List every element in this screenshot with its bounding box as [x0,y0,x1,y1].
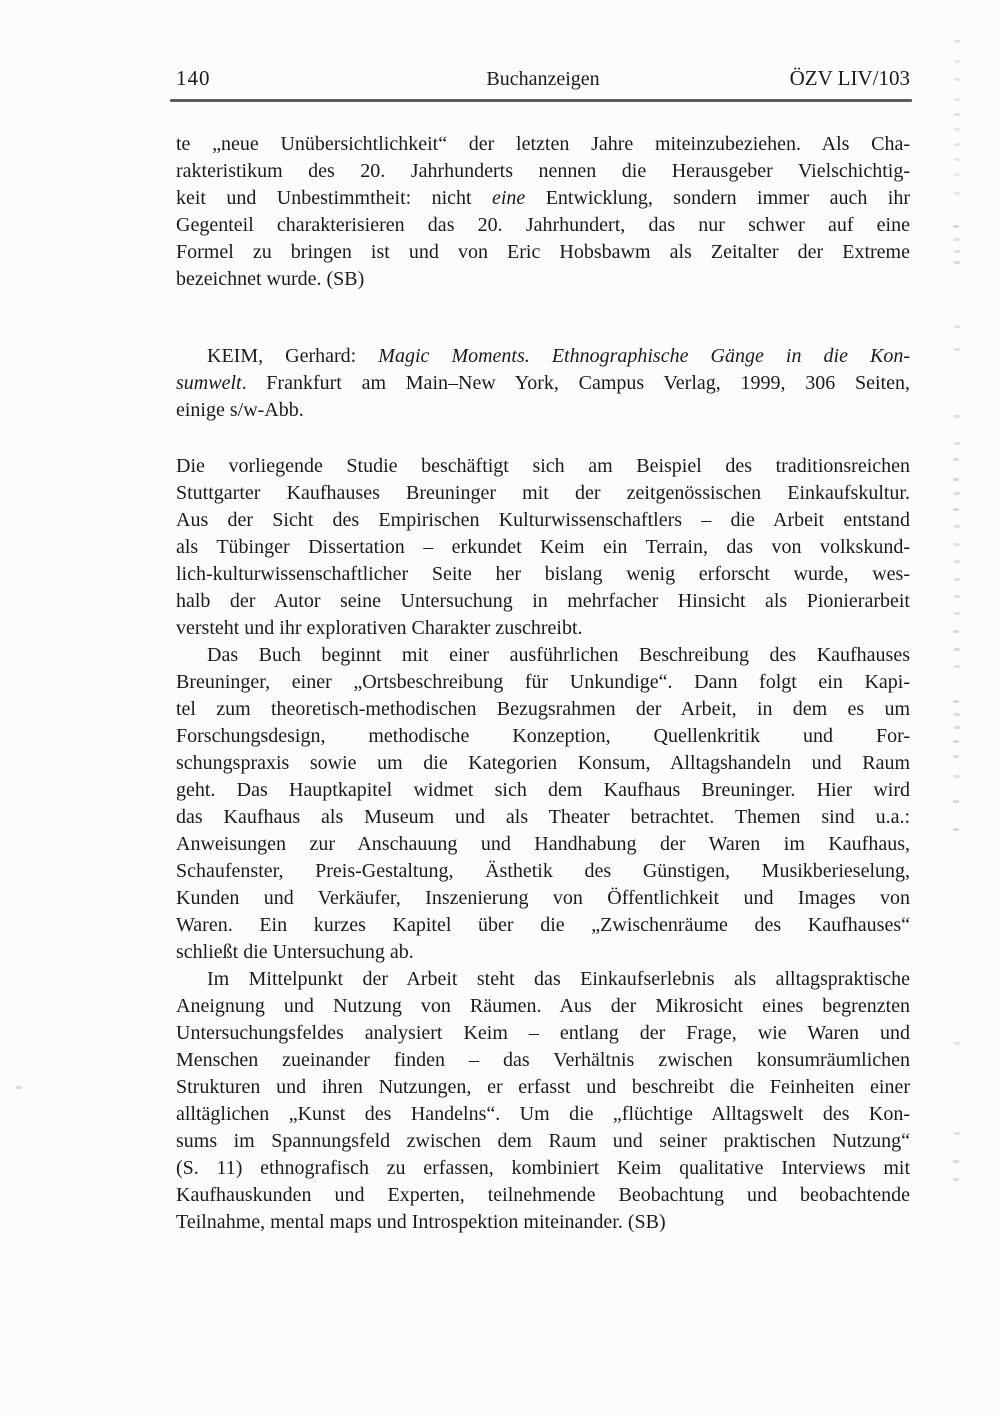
text-line [176,804,910,831]
text-line [176,912,910,939]
text-run: versteht und ihr explorativen Charakter zuschreibt. [176,617,583,639]
paragraph-methodology [176,966,910,1236]
text-run: lich-kulturwissenschaftlicher Seite her bislang wenig erforscht wurde, wes- [176,563,910,585]
paragraph-book-structure [176,642,910,966]
paragraph-review-intro [176,453,910,642]
text-run: Entwicklung, sondern immer auch ihr [525,187,910,209]
text-run: bezeichnet wurde. (SB) [176,268,365,290]
scan-artifact [954,612,960,615]
scan-artifact [954,113,960,116]
text-run: das Kaufhaus als Museum und als Theater betrachtet. Themen sind u.a.: [176,806,910,828]
text-run: schließt die Untersuchung ab. [176,941,414,963]
text-run: Breuninger, einer „Ortsbeschreibung für Unkundige“. Dann folgt ein Kapi- [176,671,910,693]
scan-artifact [954,1132,960,1135]
scan-artifact [954,158,960,161]
scan-artifact [954,261,960,264]
running-title: Buchanzeigen [486,68,600,90]
text-line [176,939,910,966]
scan-artifact [954,238,960,241]
text-run: Im Mittelpunkt der Arbeit steht das Einkaufserlebnis als alltagspraktische [207,968,910,990]
text-line [176,1074,910,1101]
text-run: alltäglichen „Kunst des Handelns“. Um die „flüchtige Alltagswelt des Kon- [176,1103,910,1125]
paragraph-continuation [176,131,910,293]
text-run: te „neue Unübersichtlichkeit“ der letzten Jahre miteinzubeziehen. Als Cha- [176,133,910,155]
text-run: einige s/w-Abb. [176,399,304,421]
text-line [176,534,910,561]
text-line [176,507,910,534]
scan-artifact [954,775,960,778]
text-run: rakteristikum des 20. Jahrhunderts nennen die Herausgeber Vielschichtig- [176,160,910,182]
journal-volume-label: ÖZV LIV/103 [789,66,910,90]
scan-artifact [954,173,960,176]
text-line [176,696,910,723]
scan-artifact [953,630,959,633]
scan-artifact [953,478,959,481]
page-header [176,64,910,92]
scan-artifact [954,60,960,63]
text-run: tel zum theoretisch-methodischen Bezugsrahmen der Arbeit, in dem es um [176,698,910,720]
text-run: halb der Autor seine Untersuchung in mehrfacher Hinsicht als Pionierarbeit [176,590,910,612]
text-line [176,1020,910,1047]
text-line [176,615,910,642]
scan-artifact [954,415,960,418]
text-line [176,1047,910,1074]
scan-artifact [954,128,960,131]
text-run: Waren. Ein kurzes Kapitel über die „Zwischenräume des Kaufhauses“ [176,914,910,936]
text-line [176,370,910,397]
scan-artifact [16,1086,22,1089]
text-run: Stuttgarter Kaufhauses Breuninger mit der zeitgenössischen Einkaufskultur. [176,482,910,504]
text-line [176,885,910,912]
text-line [176,750,910,777]
text-line [176,185,910,212]
scan-artifact [953,740,959,743]
scan-artifact [954,40,960,43]
scan-artifact [953,800,959,803]
scan-artifact [954,713,960,716]
text-line [176,588,910,615]
text-run: geht. Das Hauptkapitel widmet sich dem Kaufhaus Breuninger. Hier wird [176,779,910,801]
scan-artifact [954,648,960,651]
text-line [176,453,910,480]
scan-artifact [954,543,960,546]
scan-artifact [953,508,959,511]
text-run: Kaufhauskunden und Experten, teilnehmende Beobachtung und beobachtende [176,1184,910,1206]
text-line [176,642,910,669]
scan-artifact [953,1178,959,1181]
body-text-block [176,131,910,1236]
text-run: Untersuchungsfeldes analysiert Keim – entlang der Frage, wie Waren und [176,1022,910,1044]
scan-artifact [954,595,960,598]
scan-artifact [954,492,960,495]
text-line [176,158,910,185]
scan-artifact [953,1160,959,1163]
text-line [176,993,910,1020]
scan-artifact [954,1042,960,1045]
scan-artifact [954,250,960,253]
text-line [176,777,910,804]
text-run: Schaufenster, Preis-Gestaltung, Ästhetik des Günstigen, Musikberieselung, [176,860,910,882]
scan-artifact [954,78,960,81]
text-line [176,131,910,158]
text-run: sums im Spannungsfeld zwischen dem Raum und seiner praktischen Nutzung“ [176,1130,910,1152]
scan-artifact [954,442,960,445]
scan-artifact [954,560,960,563]
text-line [176,397,910,424]
italic-text-run: Magic Moments. Ethnographische Gänge in die Kon- [378,345,910,367]
scan-artifact [954,143,960,146]
scan-artifact [953,225,959,228]
text-run: Aus der Sicht des Empirischen Kulturwissenschaftlers – die Arbeit entstand [176,509,910,531]
text-run: Forschungsdesign, methodische Konzeption, Quellenkritik und For- [176,725,910,747]
text-line [176,343,910,370]
text-run: (S. 11) ethnografisch zu erfassen, kombiniert Keim qualitative Interviews mit [176,1157,910,1179]
text-line [176,858,910,885]
scan-artifact [954,348,960,351]
text-run: Aneignung und Nutzung von Räumen. Aus der Mikrosicht eines begrenzten [176,995,910,1017]
text-line [176,266,910,293]
text-run: Menschen zueinander finden – das Verhältnis zwischen konsumräumlichen [176,1049,910,1071]
text-line [176,669,910,696]
text-run: Die vorliegende Studie beschäftigt sich am Beispiel des traditionsreichen [176,455,910,477]
text-run: Gegenteil charakterisieren das 20. Jahrhundert, das nur schwer auf eine [176,214,910,236]
scan-artifact [953,755,959,758]
page-number: 140 [176,66,211,90]
scan-artifact [953,458,959,461]
text-line [176,723,910,750]
text-run: Anweisungen zur Anschauung und Handhabung der Waren im Kaufhaus, [176,833,910,855]
text-line [176,1128,910,1155]
italic-text-run: eine [492,187,526,209]
text-run: Das Buch beginnt mit einer ausführlichen Beschreibung des Kaufhauses [207,644,910,666]
text-run: Formel zu bringen ist und von Eric Hobsbawm als Zeitalter der Extreme [176,241,910,263]
text-run: Kunden und Verkäufer, Inszenierung von Öffentlichkeit und Images von [176,887,910,909]
header-divider-rule [170,99,912,102]
scan-artifact [954,192,960,195]
scan-artifact [954,726,960,729]
text-run: KEIM, Gerhard: [207,345,379,367]
text-run: keit und Unbestimmtheit: nicht [176,187,492,209]
italic-text-run: sumwelt [176,372,242,394]
text-run: Strukturen und ihren Nutzungen, er erfasst und beschreibt die Feinheiten einer [176,1076,910,1098]
text-line [176,1209,910,1236]
text-line [176,966,910,993]
paragraph-citation [176,343,910,424]
scan-artifact [953,700,959,703]
scan-artifact [954,325,960,328]
text-line [176,1101,910,1128]
text-line [176,239,910,266]
text-run: als Tübinger Dissertation – erkundet Keim ein Terrain, das von volkskund- [176,536,910,558]
text-line [176,561,910,588]
text-run: schungspraxis sowie um die Kategorien Konsum, Alltagshandeln und Raum [176,752,910,774]
text-run: Teilnahme, mental maps und Introspektion miteinander. (SB) [176,1211,666,1233]
text-line [176,212,910,239]
text-line [176,480,910,507]
scan-artifact [954,98,960,101]
text-line [176,1182,910,1209]
scan-artifact [953,828,959,831]
scan-artifact [954,665,960,668]
text-line [176,831,910,858]
text-line [176,1155,910,1182]
scan-artifact [954,525,960,528]
text-run: . Frankfurt am Main–New York, Campus Verlag, 1999, 306 Seiten, [241,372,910,394]
scan-artifact [954,578,960,581]
